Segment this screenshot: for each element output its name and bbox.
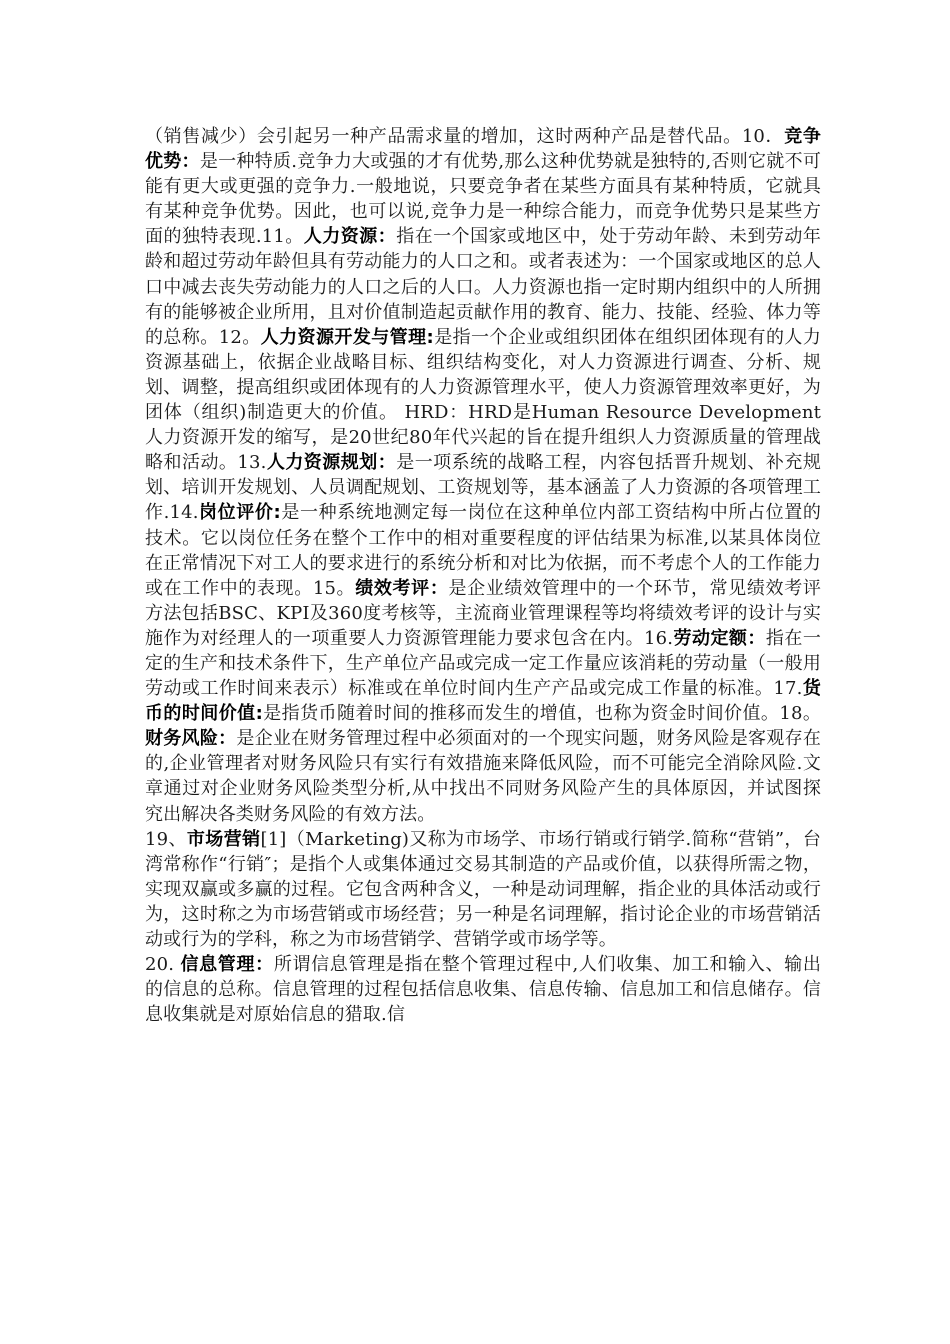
text-segment: 是一种系统地测定每一岗位在这种单位内部工资结构中所占位置的技术。它以岗位任务在整个工作中的相对重要程度的评估结果为标准,以某具体岗位在正常情况下对工人的要求进行的系统分析和对比为依据，而不考虑个人的工作能力或在工作中的表现。15。 — [145, 502, 821, 599]
text-segment: 是一种特质.竞争力大或强的才有优势,那么这种优势就是独特的,否则它就不可能有更大或更强的竞争力.一般地说，只要竞争者在某些方面具有某种特质，它就具有某种竞争优势。因此，也可以说,竞争力是一种综合能力，而竞争优势只是某些方面的独特表现.11。 — [145, 151, 821, 248]
text-segment: （销售减少）会引起另一种产品需求量的增加，这时两种产品是替代品。10． — [145, 126, 785, 147]
term-performance-appraisal: 绩效考评： — [355, 577, 449, 599]
text-segment: 指在一定的生产和技术条件下，生产单位产品或完成一定工作量应该消耗的劳动量（一般用劳动或工作时间来表示）标准或在单位时间内生产产品或完成工作量的标准。17. — [145, 627, 822, 700]
body-text — [145, 124, 821, 1027]
text-segment: 是企业绩效管理中的一个环节，常见绩效考评方法包括BSC、KPI及360度考核等，主流商业管理课程等均将绩效考评的设计与实施作为对经理人的一项重要人力资源管理能力要求包含在内。16. — [145, 577, 821, 649]
term-competitive-advantage: 竞争优势： — [145, 126, 821, 173]
text-segment: 20. — [145, 954, 181, 976]
text-segment: 是企业在财务管理过程中必须面对的一个现实问题，财务风险是客观存在的,企业管理者对财务风险只有实行有效措施来降低风险，而不可能完全消除风险.文章通过对企业财务风险类型分析,从中找出不同财务风险产生的具体原因，并试图探究出解决各类财务风险的有效方法。 — [145, 728, 822, 825]
paragraph-definitions-10-18 — [145, 124, 821, 827]
term-labor-quota: 劳动定额： — [673, 627, 766, 649]
text-segment: 是一项系统的战略工程，内容包括晋升规划、补充规划、培训开发规划、人员调配规划、工资规划等，基本涵盖了人力资源的各项管理工作.14. — [145, 452, 821, 524]
term-hr-development-management: 人力资源开发与管理: — [260, 326, 434, 348]
text-segment: 是指一个企业或组织团体在组织团体现有的人力资源基础上，依据企业战略目标、组织结构变化，对人力资源进行调查、分析、规划、调整，提高组织或团体现有的人力资源管理水平，使人力资源管理效率更好，为团体（组织)制造更大的价值。 HRD：HRD是Human Resource Development人力资源开发的缩写，是20世纪80年代兴起的旨在提升组织人力资源质量的管理战略和活动。13. — [145, 326, 821, 474]
term-hr-planning: 人力资源规划： — [266, 452, 397, 474]
term-human-resources: 人力资源： — [303, 226, 397, 248]
term-information-management: 信息管理： — [180, 954, 274, 976]
text-segment: [1]（Marketing)又称为市场学、市场行销或行销学.简称“营销”，台湾常称作“行销″；是指个人或集体通过交易其制造的产品或价值，以获得所需之物，实现双赢或多赢的过程。它包含两种含义，一种是动词理解，指企业的具体活动或行为，这时称之为市场营销或市场经营；另一种是名词理解，指讨论企业的市场营销活动或行为的学科，称之为市场营销学、营销学或市场学等。 — [145, 828, 821, 950]
term-job-evaluation: 岗位评价: — [198, 502, 281, 524]
text-segment: 指在一个国家或地区中，处于劳动年龄、未到劳动年龄和超过劳动年龄但具有劳动能力的人口之和。或者表述为：一个国家或地区的总人口中减去丧失劳动能力的人口之后的人口。人力资源也指一定时期内组织中的人所拥有的能够被企业所用，且对价值制造起贡献作用的教育、能力、技能、经验、体力等的总称。12。 — [145, 226, 821, 348]
text-segment: 19、 — [145, 828, 187, 850]
text-segment: 是指货币随着时间的推移而发生的增值，也称为资金时间价值。18。 — [262, 703, 821, 725]
paragraph-definition-19 — [145, 827, 821, 952]
paragraph-definition-20 — [145, 952, 821, 1027]
term-marketing: 市场营销 — [186, 828, 261, 850]
text-segment: 所谓信息管理是指在整个管理过程中,人们收集、加工和输入、输出的信息的总称。信息管理的过程包括信息收集、信息传输、信息加工和信息储存。信息收集就是对原始信息的猎取.信 — [145, 954, 822, 1026]
term-financial-risk: 财务风险： — [145, 728, 237, 750]
term-time-value-of-money: 货币的时间价值: — [145, 678, 821, 725]
